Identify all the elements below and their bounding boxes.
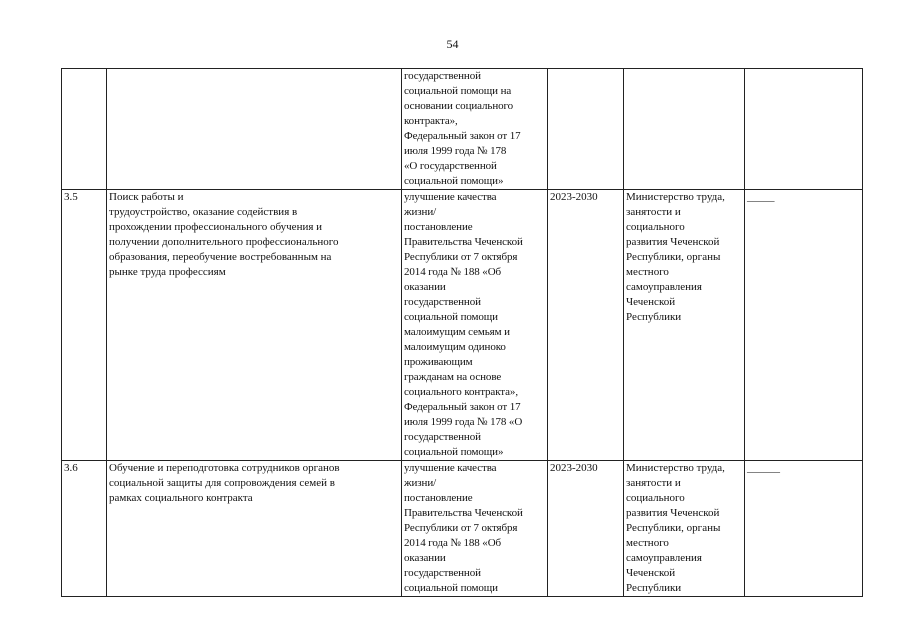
executor-cell: Министерство труда, занятости и социального развития Чеченской Республики, органы местного самоуправления Чеченской Республики (624, 461, 745, 597)
event-cell: Поиск работы и трудоустройство, оказание содействия в прохождении профессионального обучения и получении дополнительного профессионального образования, переобучение востребованным на рынке труда профессиям (107, 190, 402, 461)
measures-table (61, 68, 863, 597)
period-cell: 2023-2030 (548, 190, 624, 461)
extra-cell: _____ (745, 190, 863, 461)
period-cell: 2023-2030 (548, 461, 624, 597)
basis-cell: государственной социальной помощи на основании социального контракта», Федеральный закон от 17 июля 1999 года № 178 «О государственной социальной помощи» (402, 69, 548, 190)
row-number-cell (62, 69, 107, 190)
basis-cell: улучшение качества жизни/ постановление Правительства Чеченской Республики от 7 октября 2014 года № 188 «Об оказании государственной социальной помощи малоимущим семьям и малоимущим одиноко проживающим гражданам на основе социального контракта», Федеральный закон от 17 июля 1999 года № 178 «О государственной социальной помощи» (402, 190, 548, 461)
row-number-cell: 3.5 (62, 190, 107, 461)
executor-cell (624, 69, 745, 190)
extra-cell: ______ (745, 461, 863, 597)
basis-cell: улучшение качества жизни/ постановление Правительства Чеченской Республики от 7 октября 2014 года № 188 «Об оказании государственной социальной помощи (402, 461, 548, 597)
table-row (62, 190, 863, 461)
table-row (62, 69, 863, 190)
row-number-cell: 3.6 (62, 461, 107, 597)
page-number: 54 (446, 37, 459, 51)
table-row (62, 461, 863, 597)
extra-cell (745, 69, 863, 190)
period-cell (548, 69, 624, 190)
executor-cell: Министерство труда, занятости и социального развития Чеченской Республики, органы местного самоуправления Чеченской Республики (624, 190, 745, 461)
event-cell (107, 69, 402, 190)
event-cell: Обучение и переподготовка сотрудников органов социальной защиты для сопровождения семей в рамках социального контракта (107, 461, 402, 597)
